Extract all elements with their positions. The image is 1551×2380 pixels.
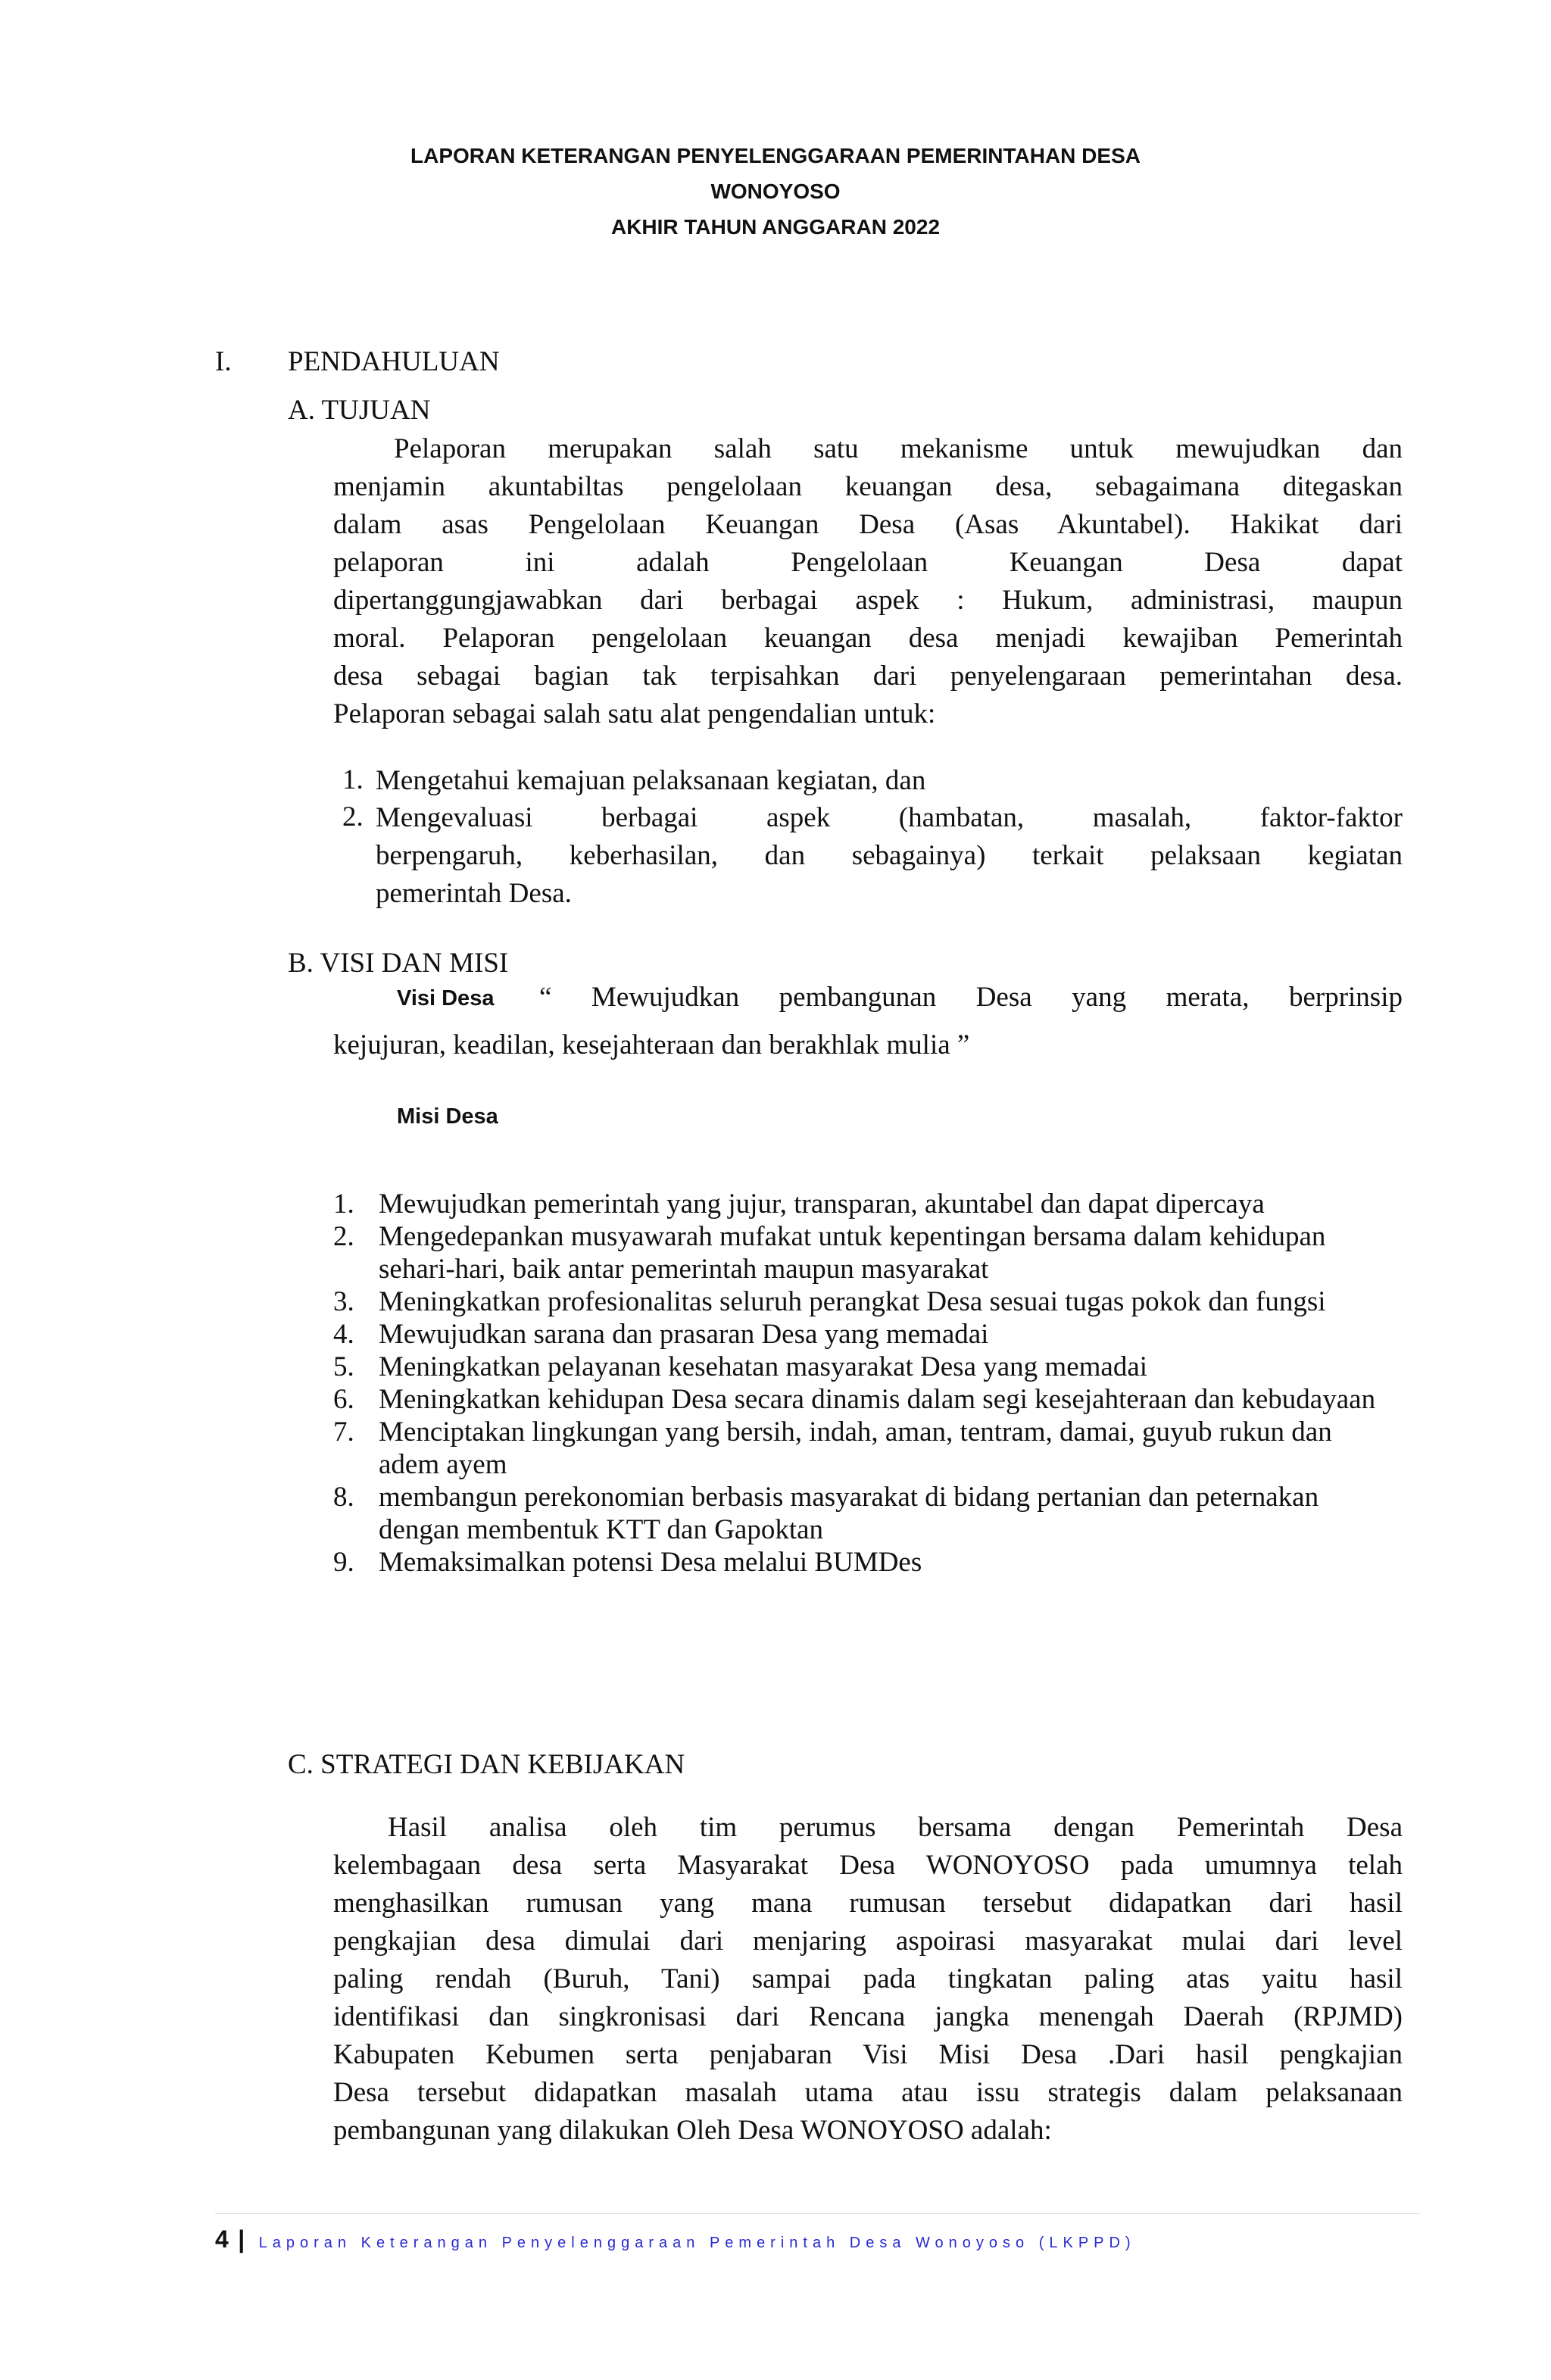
visi-line: “ Mewujudkan pembangunan Desa yang merata, berprinsip <box>539 982 1403 1013</box>
tujuan-item-line: berpengaruh, keberhasilan, dan sebagainya) terkait pelaksaan kegiatan <box>376 840 1403 871</box>
tujuan-line: desa sebagai bagian tak terpisahkan dari penyelengaraan pemerintahan desa. <box>333 661 1403 692</box>
misi-item-text: Mewujudkan pemerintah yang jujur, transparan, akuntabel dan dapat dipercaya <box>379 1188 1265 1220</box>
strategi-line: menghasilkan rumusan yang mana rumusan tersebut didapatkan dari hasil <box>333 1888 1403 1919</box>
tujuan-paragraph <box>333 430 1403 733</box>
strategi-line: pengkajian desa dimulai dari menjaring aspoirasi masyarakat mulai dari level <box>333 1926 1403 1957</box>
tujuan-item-line: pemerintah Desa. <box>376 878 572 909</box>
misi-item-text: membangun perekonomian berbasis masyarakat di bidang pertanian dan peternakan dengan membentuk KTT dan Gapoktan <box>379 1482 1319 1545</box>
tujuan-line: menjamin akuntabiltas pengelolaan keuangan desa, sebagaimana ditegaskan <box>333 471 1403 502</box>
misi-item-number: 1. <box>333 1188 354 1220</box>
tujuan-item-number: 1. <box>342 764 364 795</box>
misi-item <box>333 1188 1393 1220</box>
misi-item <box>333 1351 1393 1383</box>
misi-item-text: Memaksimalkan potensi Desa melalui BUMDes <box>379 1547 922 1578</box>
page-footer <box>215 2225 1136 2254</box>
report-title-line1: LAPORAN KETERANGAN PENYELENGGARAAN PEMERINTAHAN DESA <box>410 144 1141 167</box>
misi-item-number: 6. <box>333 1384 354 1415</box>
misi-item-number: 2. <box>333 1221 354 1252</box>
report-title-line3: AKHIR TAHUN ANGGARAN 2022 <box>610 215 941 239</box>
strategi-line: Desa tersebut didapatkan masalah utama atau issu strategis dalam pelaksanaan <box>333 2077 1403 2108</box>
misi-item <box>333 1220 1393 1285</box>
tujuan-item <box>376 799 1403 913</box>
strategi-line: pembangunan yang dilakukan Oleh Desa WONOYOSO adalah: <box>333 2115 1052 2146</box>
strategi-paragraph <box>333 1809 1403 2150</box>
tujuan-heading: A. TUJUAN <box>288 395 431 426</box>
misi-item-number: 9. <box>333 1547 354 1578</box>
visi-label: Visi Desa <box>397 986 495 1010</box>
strategi-line: Hasil analisa oleh tim perumus bersama dengan Pemerintah Desa <box>388 1812 1403 1843</box>
tujuan-line: Pelaporan merupakan salah satu mekanisme untuk mewujudkan dan <box>394 433 1403 464</box>
visi-misi-heading: B. VISI DAN MISI <box>288 948 509 979</box>
footer-separator: | <box>238 2225 245 2253</box>
misi-item-text: Meningkatkan pelayanan kesehatan masyarakat Desa yang memadai <box>379 1351 1148 1382</box>
strategi-line: paling rendah (Buruh, Tani) sampai pada tingkatan paling atas yaitu hasil <box>333 1963 1403 1994</box>
footer-divider <box>215 2213 1419 2214</box>
misi-item <box>333 1318 1393 1351</box>
strategi-line: identifikasi dan singkronisasi dari Rencana jangka menengah Daerah (RPJMD) <box>333 2001 1403 2032</box>
tujuan-item <box>376 762 1403 800</box>
footer-text: Laporan Keterangan Penyelenggaraan Pemerintah Desa Wonoyoso (LKPPD) <box>258 2235 1136 2251</box>
strategi-line: kelembagaan desa serta Masyarakat Desa WONOYOSO pada umumnya telah <box>333 1850 1403 1881</box>
misi-item-text: Menciptakan lingkungan yang bersih, indah, aman, tentram, damai, guyub rukun dan adem ayem <box>379 1416 1332 1480</box>
tujuan-line: moral. Pelaporan pengelolaan keuangan desa menjadi kewajiban Pemerintah <box>333 623 1403 654</box>
strategi-line: Kabupaten Kebumen serta penjabaran Visi Misi Desa .Dari hasil pengkajian <box>333 2039 1403 2070</box>
tujuan-line: pelaporan ini adalah Pengelolaan Keuangan Desa dapat <box>333 547 1403 578</box>
page-number: 4 <box>215 2225 229 2253</box>
tujuan-item-line: Mengetahui kemajuan pelaksanaan kegiatan, dan <box>376 765 926 796</box>
misi-item-text: Meningkatkan profesionalitas seluruh perangkat Desa sesuai tugas pokok dan fungsi <box>379 1286 1326 1317</box>
tujuan-line: Pelaporan sebagai salah satu alat pengendalian untuk: <box>333 698 936 729</box>
misi-item <box>333 1481 1393 1546</box>
misi-item-number: 5. <box>333 1351 354 1382</box>
misi-item-number: 3. <box>333 1286 354 1317</box>
tujuan-line: dalam asas Pengelolaan Keuangan Desa (Asas Akuntabel). Hakikat dari <box>333 509 1403 540</box>
misi-item-number: 7. <box>333 1416 354 1448</box>
misi-item-number: 4. <box>333 1319 354 1350</box>
misi-list <box>333 1188 1393 1579</box>
visi-statement <box>539 979 1403 1017</box>
misi-item <box>333 1285 1393 1318</box>
misi-item-text: Mewujudkan sarana dan prasaran Desa yang memadai <box>379 1319 989 1350</box>
tujuan-item-number: 2. <box>342 801 364 832</box>
tujuan-item-line: Mengevaluasi berbagai aspek (hambatan, masalah, faktor-faktor <box>376 802 1403 833</box>
misi-item <box>333 1416 1393 1481</box>
visi-line: kejujuran, keadilan, kesejahteraan dan berakhlak mulia ” <box>333 1029 970 1060</box>
misi-label: Misi Desa <box>397 1104 498 1129</box>
strategi-heading: C. STRATEGI DAN KEBIJAKAN <box>288 1749 685 1780</box>
misi-item <box>333 1383 1393 1416</box>
report-title-line2: WONOYOSO <box>710 180 841 203</box>
misi-item <box>333 1546 1393 1579</box>
misi-item-text: Meningkatkan kehidupan Desa secara dinamis dalam segi kesejahteraan dan kebudayaan <box>379 1384 1376 1415</box>
section-title: PENDAHULUAN <box>288 346 500 377</box>
section-number: I. <box>215 346 232 377</box>
misi-item-number: 8. <box>333 1482 354 1513</box>
tujuan-line: dipertanggungjawabkan dari berbagai aspek : Hukum, administrasi, maupun <box>333 585 1403 616</box>
misi-item-text: Mengedepankan musyawarah mufakat untuk kepentingan bersama dalam kehidupan sehari-hari, baik antar pemerintah maupun masyarakat <box>379 1221 1326 1285</box>
